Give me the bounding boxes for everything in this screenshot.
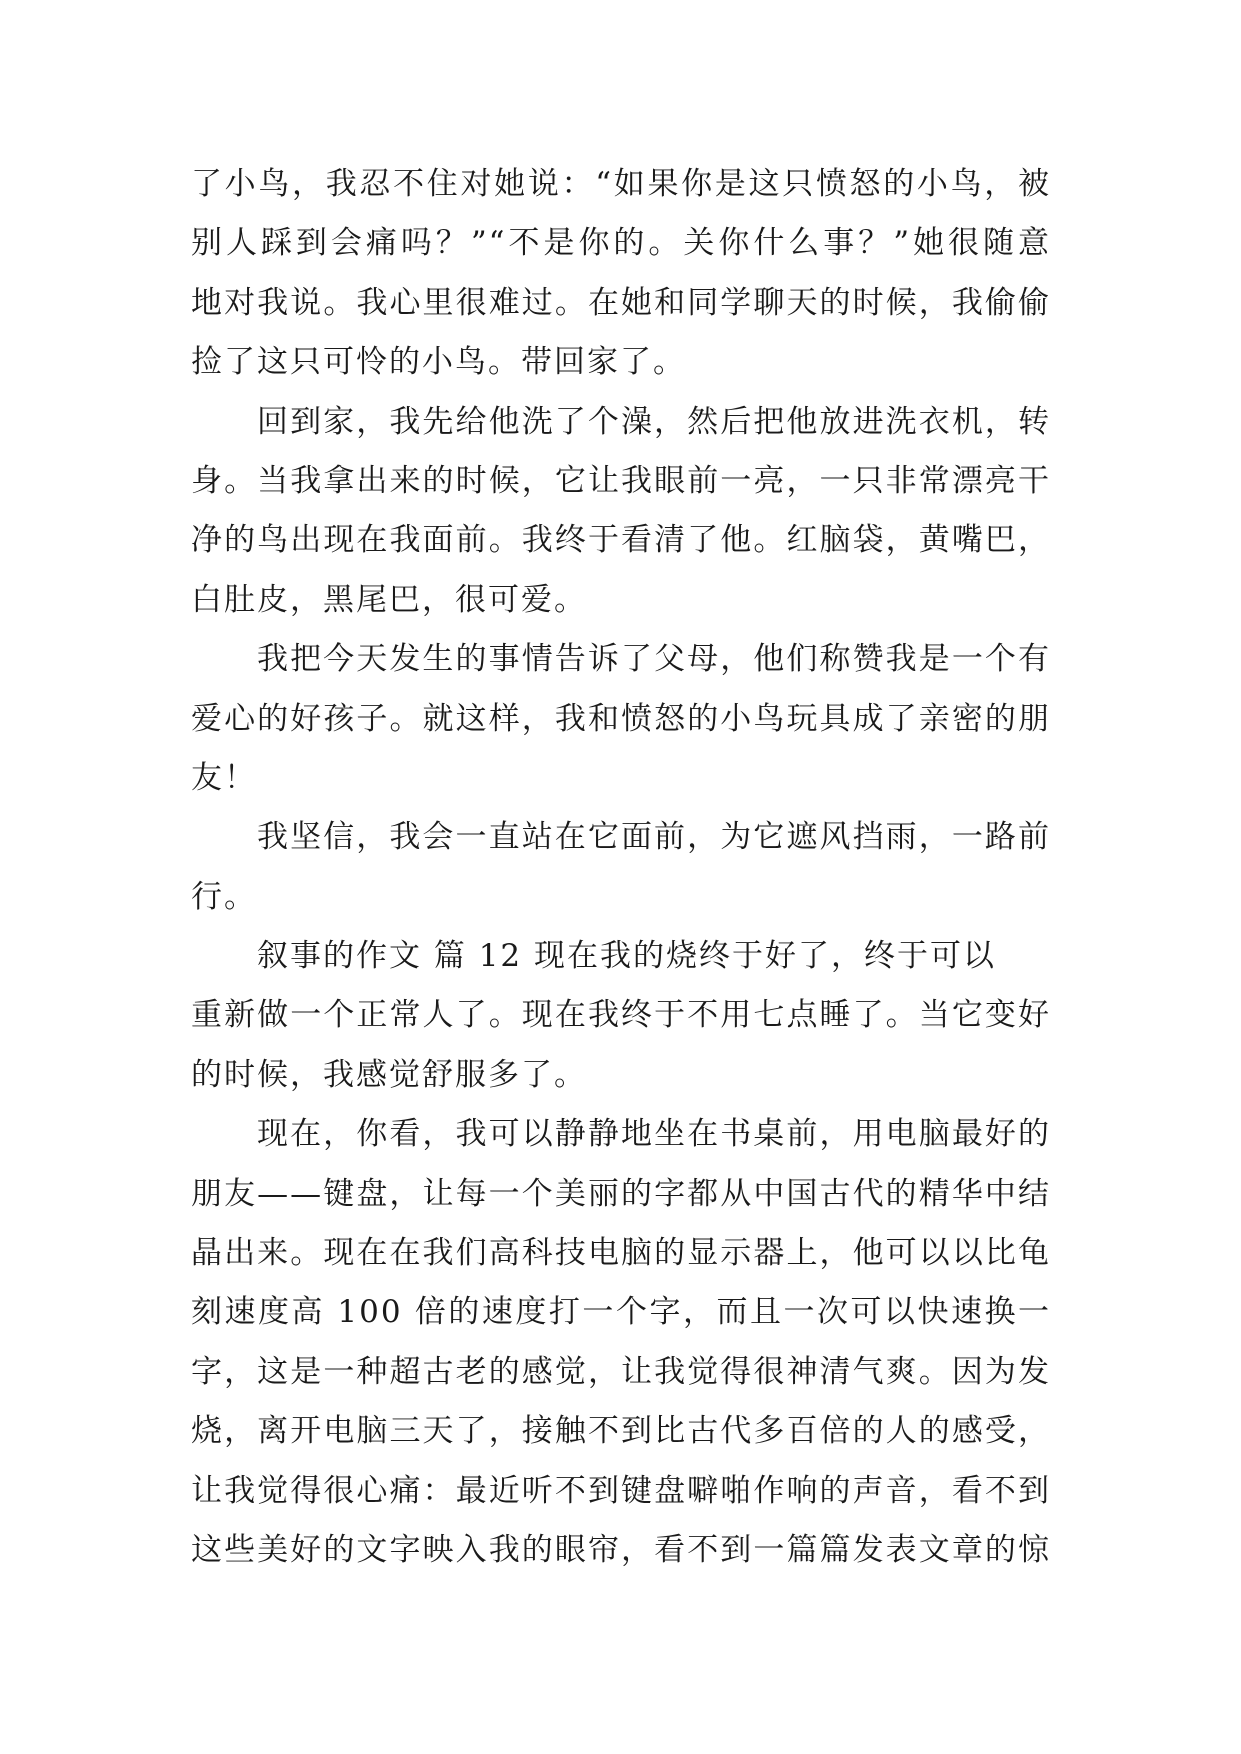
text-line: 回到家，我先给他洗了个澡，然后把他放进洗衣机，转 — [257, 403, 1051, 440]
text-line: 晶出来。现在在我们高科技电脑的显示器上，他可以以比龟 — [191, 1235, 1051, 1272]
text-line: 别人踩到会痛吗？”“不是你的。关你什么事？”她很随意 — [191, 225, 1051, 262]
text-line: 重新做一个正常人了。现在我终于不用七点睡了。当它变好 — [191, 997, 1051, 1034]
text-line: 我把今天发生的事情告诉了父母，他们称赞我是一个有 — [257, 641, 1051, 678]
text-line: 朋友——键盘，让每一个美丽的字都从中国古代的精华中结 — [191, 1175, 1051, 1212]
body-text — [191, 155, 1051, 1580]
text-line: 烧，离开电脑三天了，接触不到比古代多百倍的人的感受， — [191, 1413, 1051, 1450]
text-line: 行。 — [191, 878, 257, 915]
text-line: 地对我说。我心里很难过。在她和同学聊天的时候，我偷偷 — [191, 284, 1051, 321]
text-line: 这些美好的文字映入我的眼帘，看不到一篇篇发表文章的惊 — [191, 1531, 1051, 1568]
text-line: 现在，你看，我可以静静地坐在书桌前，用电脑最好的 — [257, 1116, 1051, 1153]
text-line: 的时候，我感觉舒服多了。 — [191, 1056, 587, 1093]
text-line: 净的鸟出现在我面前。我终于看清了他。红脑袋，黄嘴巴， — [191, 522, 1051, 559]
text-line: 刻速度高 100 倍的速度打一个字，而且一次可以快速换一 — [191, 1294, 1051, 1331]
text-line: 让我觉得很心痛：最近听不到键盘噼啪作响的声音，看不到 — [191, 1472, 1051, 1509]
text-line: 白肚皮，黑尾巴，很可爱。 — [191, 581, 587, 618]
text-line: 字，这是一种超古老的感觉，让我觉得很神清气爽。因为发 — [191, 1353, 1051, 1390]
text-line: 了小鸟，我忍不住对她说：“如果你是这只愤怒的小鸟，被 — [191, 166, 1051, 202]
text-line: 叙事的作文 篇 12 现在我的烧终于好了，终于可以 — [257, 938, 997, 975]
text-line: 爱心的好孩子。就这样，我和愤怒的小鸟玩具成了亲密的朋 — [191, 700, 1051, 737]
text-line: 身。当我拿出来的时候，它让我眼前一亮，一只非常漂亮干 — [191, 462, 1051, 499]
text-line: 捡了这只可怜的小鸟。带回家了。 — [191, 344, 686, 381]
text-line: 友！ — [191, 759, 257, 796]
text-line: 我坚信，我会一直站在它面前，为它遮风挡雨，一路前 — [257, 819, 1051, 856]
